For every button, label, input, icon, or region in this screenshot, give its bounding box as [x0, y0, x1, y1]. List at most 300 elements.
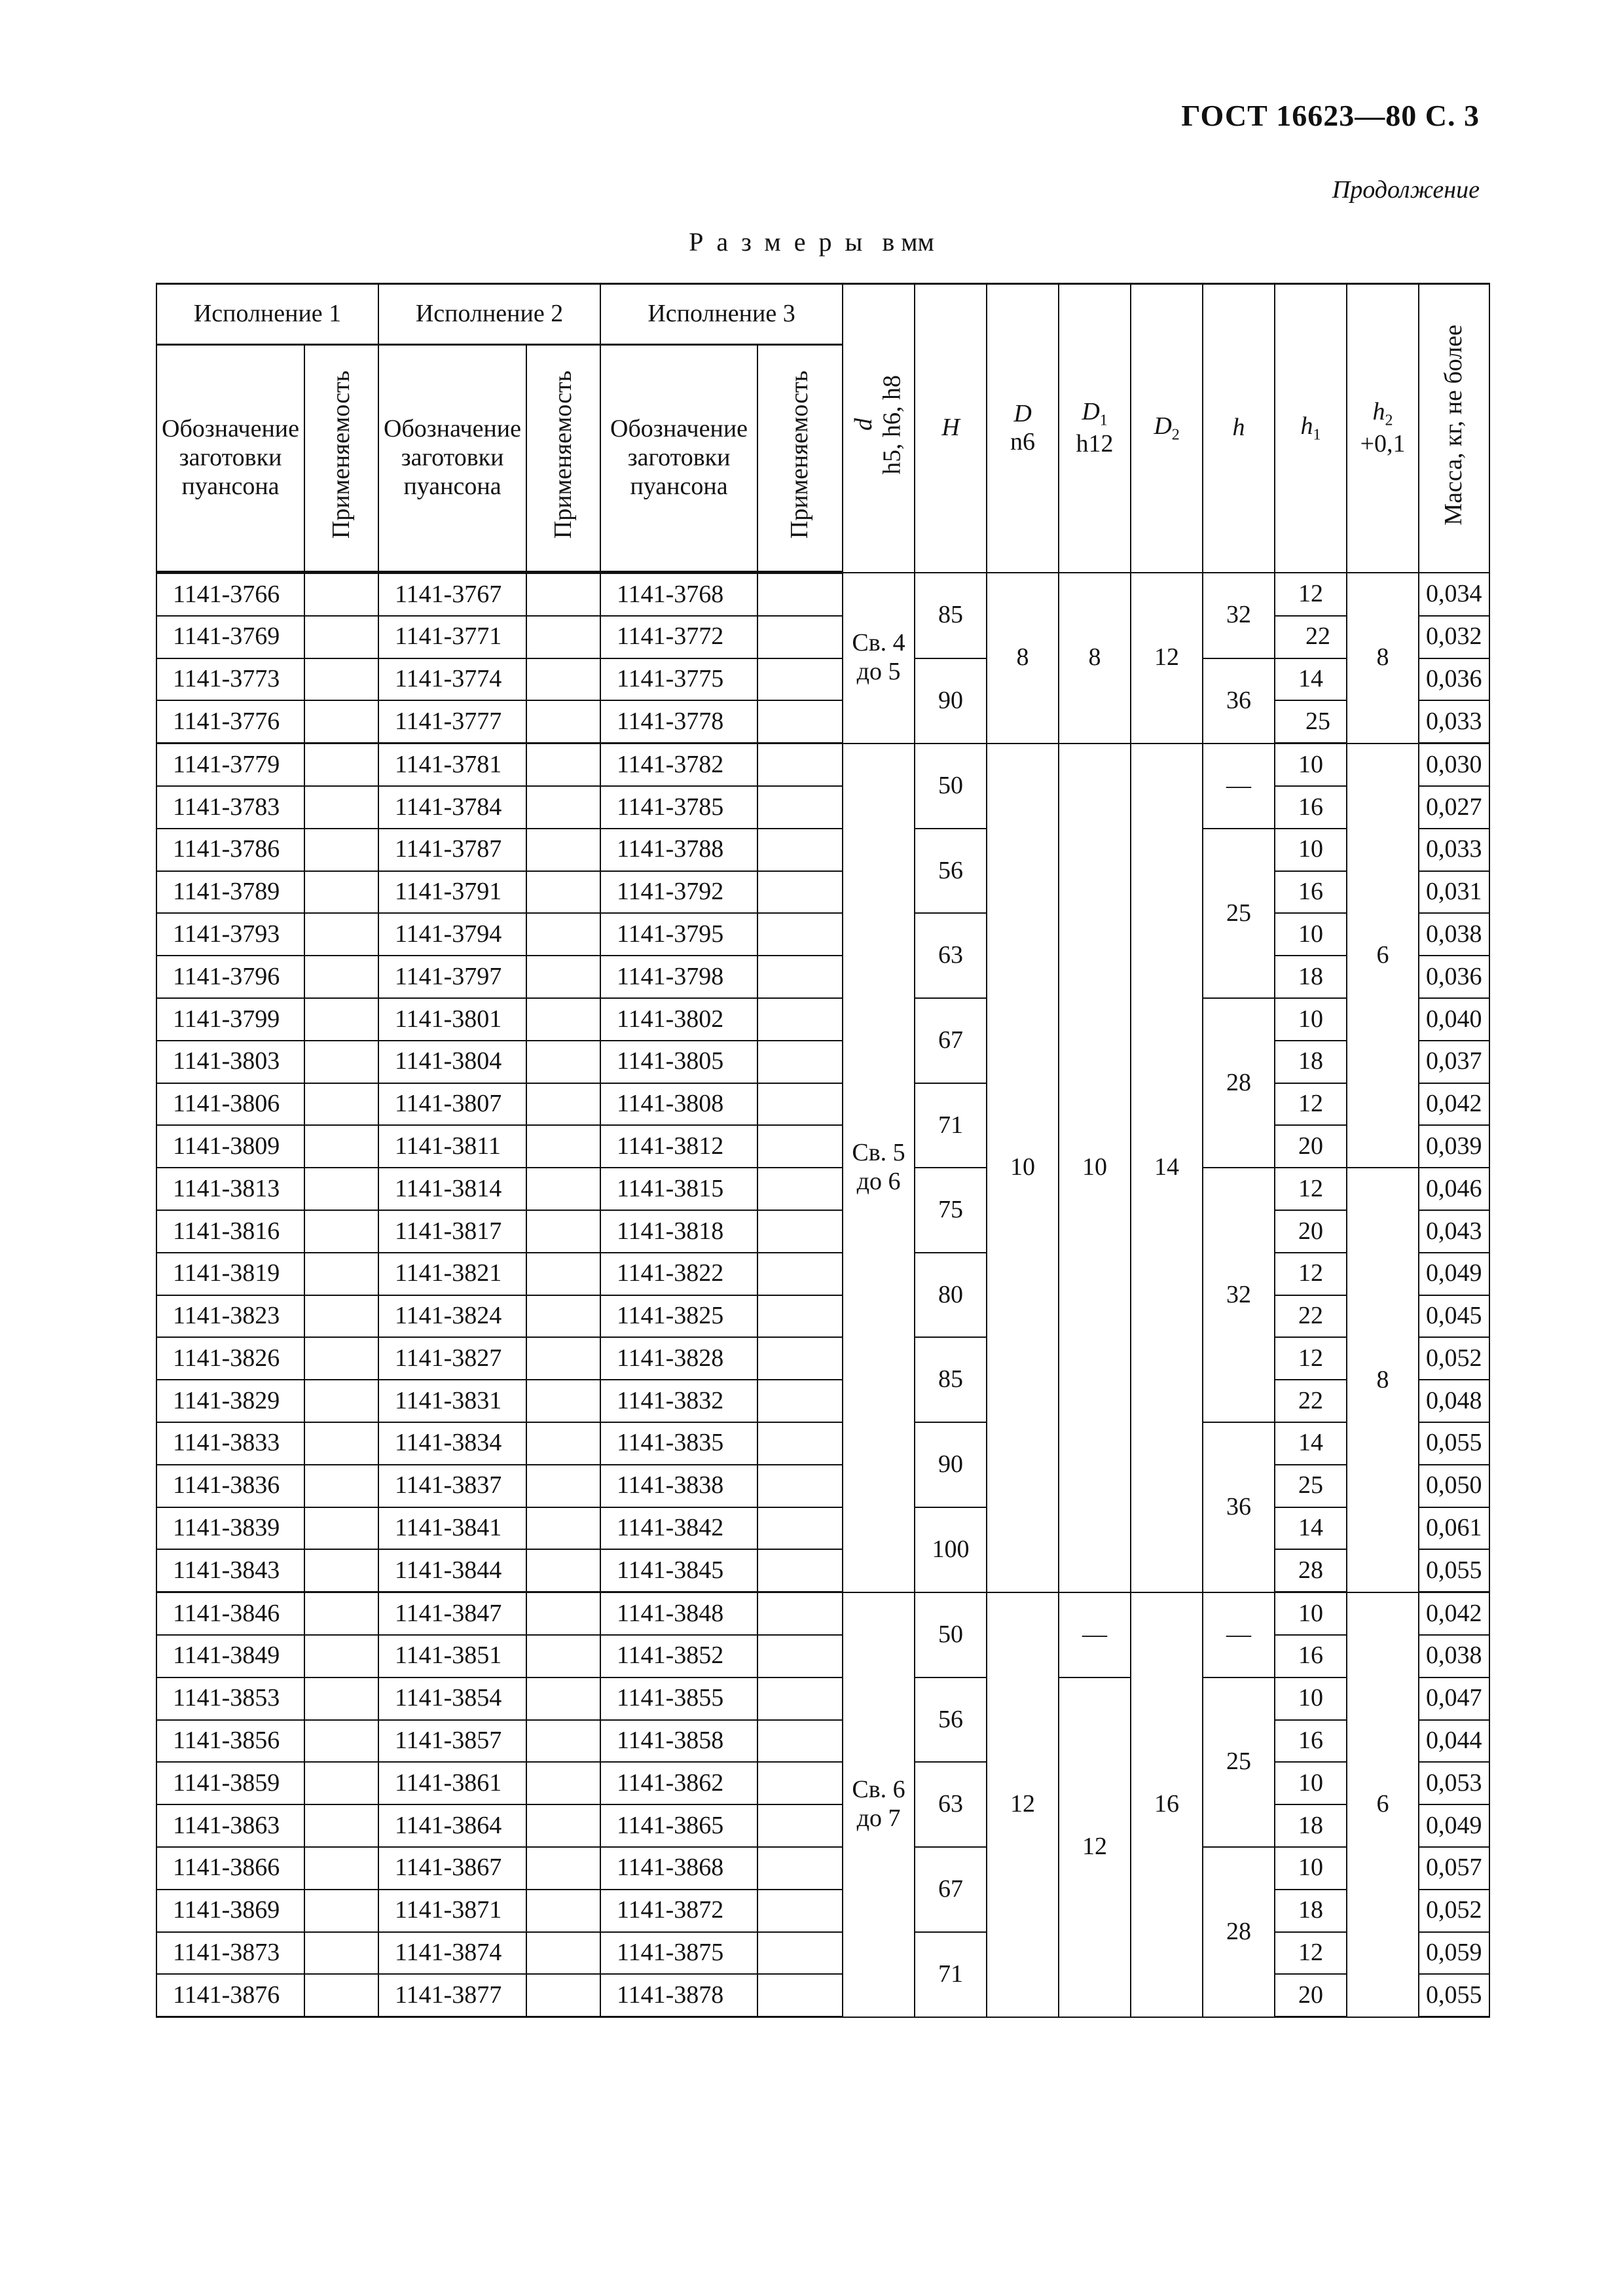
cell-h1: 18 — [1275, 1804, 1347, 1847]
cell-mass: 0,048 — [1419, 1380, 1489, 1422]
cell-mass: 0,055 — [1419, 1549, 1489, 1592]
applicability-ex3 — [757, 1804, 843, 1847]
designation-ex2: 1141-3784 — [378, 786, 526, 829]
applicability-ex1 — [304, 829, 378, 871]
designation-ex1: 1141-3796 — [156, 956, 304, 998]
table-row — [156, 1465, 1489, 1507]
table-row — [156, 1507, 1489, 1550]
cell-mass: 0,045 — [1419, 1295, 1489, 1338]
applicability-ex1 — [304, 1932, 378, 1975]
cell-h1: 10 — [1275, 1847, 1347, 1890]
designation-ex1: 1141-3779 — [156, 744, 304, 786]
applicability-ex1 — [304, 700, 378, 743]
designation-ex3: 1141-3795 — [600, 913, 757, 956]
designation-ex1: 1141-3793 — [156, 913, 304, 956]
applicability-ex3 — [757, 700, 843, 743]
cell-h1: 16 — [1275, 871, 1347, 914]
cell-mass: 0,037 — [1419, 1041, 1489, 1083]
caption-unit: в мм — [882, 227, 934, 257]
cell-mass: 0,055 — [1419, 1422, 1489, 1465]
cell-mass: 0,038 — [1419, 1635, 1489, 1677]
applicability-ex1 — [304, 1507, 378, 1550]
applicability-ex2 — [526, 1635, 600, 1677]
cell-mass: 0,053 — [1419, 1762, 1489, 1804]
designation-ex2: 1141-3844 — [378, 1549, 526, 1592]
table-row — [156, 1932, 1489, 1975]
cell-H: 100 — [915, 1507, 987, 1592]
cell-D2: 12 — [1131, 573, 1203, 744]
table-row — [156, 1804, 1489, 1847]
applicability-ex2 — [526, 956, 600, 998]
cell-H: 50 — [915, 744, 987, 829]
cell-H: 85 — [915, 573, 987, 658]
designation-ex2: 1141-3801 — [378, 998, 526, 1041]
designation-ex2: 1141-3837 — [378, 1465, 526, 1507]
table-row — [156, 1295, 1489, 1338]
designation-ex3: 1141-3775 — [600, 658, 757, 701]
applicability-ex2 — [526, 1974, 600, 2017]
designation-ex3: 1141-3852 — [600, 1635, 757, 1677]
applicability-ex3 — [757, 1890, 843, 1932]
applicability-ex3 — [757, 1168, 843, 1210]
cell-D1: — — [1059, 1592, 1131, 1677]
applicability-ex3 — [757, 1465, 843, 1507]
cell-mass: 0,059 — [1419, 1932, 1489, 1975]
applicability-ex2 — [526, 1890, 600, 1932]
designation-ex2: 1141-3871 — [378, 1890, 526, 1932]
cell-H: 75 — [915, 1168, 987, 1253]
cell-mass: 0,055 — [1419, 1974, 1489, 2017]
applicability-ex2 — [526, 829, 600, 871]
designation-ex1: 1141-3849 — [156, 1635, 304, 1677]
cell-h1: 22 — [1275, 1295, 1347, 1338]
designation-ex3: 1141-3878 — [600, 1974, 757, 2017]
table-caption — [0, 226, 1623, 257]
cell-h1: 16 — [1275, 786, 1347, 829]
cell-H: 90 — [915, 658, 987, 744]
cell-h: 28 — [1203, 998, 1275, 1168]
cell-h1: 10 — [1275, 913, 1347, 956]
applicability-ex1 — [304, 1337, 378, 1380]
applicability-ex1 — [304, 1380, 378, 1422]
cell-H: 56 — [915, 829, 987, 914]
designation-ex3: 1141-3805 — [600, 1041, 757, 1083]
designation-ex2: 1141-3817 — [378, 1210, 526, 1253]
applicability-ex3 — [757, 913, 843, 956]
cell-h1: 12 — [1275, 1168, 1347, 1210]
header-h1: $h_1$ — [1275, 284, 1347, 573]
cell-h1: 22 — [1275, 1380, 1347, 1422]
header-D1: $D_1$ h12 — [1059, 284, 1131, 573]
cell-h1: 12 — [1275, 1932, 1347, 1975]
applicability-ex3 — [757, 998, 843, 1041]
applicability-ex3 — [757, 1762, 843, 1804]
applicability-ex3 — [757, 573, 843, 616]
header-applicability-1: Применяемость — [304, 345, 378, 573]
designation-ex3: 1141-3842 — [600, 1507, 757, 1550]
designation-ex1: 1141-3853 — [156, 1677, 304, 1720]
header-d: d h5, h6, h8 — [843, 284, 915, 573]
cell-h1: 14 — [1275, 658, 1347, 701]
designation-ex2: 1141-3841 — [378, 1507, 526, 1550]
designation-ex3: 1141-3818 — [600, 1210, 757, 1253]
header-applicability-3: Применяемость — [757, 345, 843, 573]
applicability-ex1 — [304, 1974, 378, 2017]
cell-h2: 6 — [1347, 1592, 1419, 2017]
cell-mass: 0,039 — [1419, 1125, 1489, 1168]
designation-ex3: 1141-3828 — [600, 1337, 757, 1380]
applicability-ex2 — [526, 913, 600, 956]
designation-ex1: 1141-3833 — [156, 1422, 304, 1465]
header-D: D n6 — [987, 284, 1059, 573]
applicability-ex2 — [526, 1168, 600, 1210]
table-row — [156, 956, 1489, 998]
cell-H: 71 — [915, 1083, 987, 1168]
cell-D1: 10 — [1059, 744, 1131, 1592]
applicability-ex2 — [526, 1337, 600, 1380]
designation-ex2: 1141-3847 — [378, 1592, 526, 1635]
designation-ex1: 1141-3813 — [156, 1168, 304, 1210]
applicability-ex3 — [757, 1210, 843, 1253]
designation-ex1: 1141-3856 — [156, 1720, 304, 1763]
designation-ex2: 1141-3834 — [378, 1422, 526, 1465]
cell-h1: 10 — [1275, 1762, 1347, 1804]
designation-ex1: 1141-3836 — [156, 1465, 304, 1507]
applicability-ex2 — [526, 1677, 600, 1720]
cell-mass: 0,036 — [1419, 956, 1489, 998]
cell-h: 36 — [1203, 1422, 1275, 1592]
cell-h1: 18 — [1275, 1890, 1347, 1932]
table-row — [156, 1635, 1489, 1677]
cell-h1: 14 — [1275, 1507, 1347, 1550]
cell-mass: 0,043 — [1419, 1210, 1489, 1253]
cell-mass: 0,049 — [1419, 1804, 1489, 1847]
applicability-ex1 — [304, 1847, 378, 1890]
designation-ex1: 1141-3789 — [156, 871, 304, 914]
table-row — [156, 1168, 1489, 1210]
cell-mass: 0,033 — [1419, 700, 1489, 743]
cell-H: 63 — [915, 913, 987, 998]
applicability-ex3 — [757, 1125, 843, 1168]
table-row — [156, 1210, 1489, 1253]
applicability-ex3 — [757, 1253, 843, 1295]
applicability-ex1 — [304, 913, 378, 956]
designation-ex2: 1141-3864 — [378, 1804, 526, 1847]
header-execution-1: Исполнение 1 — [156, 284, 378, 345]
applicability-ex1 — [304, 871, 378, 914]
cell-h1: 12 — [1275, 1253, 1347, 1295]
designation-ex3: 1141-3802 — [600, 998, 757, 1041]
cell-h2: 6 — [1347, 744, 1419, 1168]
table-row — [156, 1592, 1489, 1635]
cell-h1: 25 — [1275, 700, 1347, 743]
applicability-ex3 — [757, 786, 843, 829]
applicability-ex3 — [757, 1041, 843, 1083]
header-designation-2: Обозначение заготовки пуансона — [378, 345, 526, 573]
table-row — [156, 998, 1489, 1041]
cell-mass: 0,057 — [1419, 1847, 1489, 1890]
applicability-ex1 — [304, 1422, 378, 1465]
designation-ex2: 1141-3774 — [378, 658, 526, 701]
table-row — [156, 1083, 1489, 1126]
cell-D: 10 — [987, 744, 1059, 1592]
applicability-ex2 — [526, 1083, 600, 1126]
cell-mass: 0,027 — [1419, 786, 1489, 829]
designation-ex3: 1141-3788 — [600, 829, 757, 871]
designation-ex1: 1141-3773 — [156, 658, 304, 701]
header-execution-2: Исполнение 2 — [378, 284, 600, 345]
designation-ex3: 1141-3792 — [600, 871, 757, 914]
applicability-ex2 — [526, 998, 600, 1041]
applicability-ex1 — [304, 1083, 378, 1126]
designation-ex2: 1141-3781 — [378, 744, 526, 786]
cell-h: 28 — [1203, 1847, 1275, 2017]
designation-ex3: 1141-3845 — [600, 1549, 757, 1592]
designation-ex1: 1141-3829 — [156, 1380, 304, 1422]
caption-dimensions: Размеры — [689, 227, 876, 257]
applicability-ex3 — [757, 1295, 843, 1338]
cell-mass: 0,042 — [1419, 1083, 1489, 1126]
cell-mass: 0,047 — [1419, 1677, 1489, 1720]
applicability-ex3 — [757, 1720, 843, 1763]
cell-H: 50 — [915, 1592, 987, 1677]
cell-d: Св. 6 до 7 — [843, 1592, 915, 2017]
applicability-ex3 — [757, 1677, 843, 1720]
applicability-ex1 — [304, 744, 378, 786]
applicability-ex1 — [304, 658, 378, 701]
cell-mass: 0,049 — [1419, 1253, 1489, 1295]
header-h: h — [1203, 284, 1275, 573]
designation-ex2: 1141-3787 — [378, 829, 526, 871]
applicability-ex3 — [757, 1549, 843, 1592]
applicability-ex1 — [304, 1041, 378, 1083]
designation-ex1: 1141-3803 — [156, 1041, 304, 1083]
applicability-ex1 — [304, 1720, 378, 1763]
cell-mass: 0,036 — [1419, 658, 1489, 701]
applicability-ex3 — [757, 1083, 843, 1126]
cell-h1: 10 — [1275, 998, 1347, 1041]
table-row — [156, 744, 1489, 786]
applicability-ex3 — [757, 1422, 843, 1465]
designation-ex1: 1141-3873 — [156, 1932, 304, 1975]
designation-ex3: 1141-3868 — [600, 1847, 757, 1890]
applicability-ex2 — [526, 1932, 600, 1975]
applicability-ex1 — [304, 1295, 378, 1338]
cell-D2: 16 — [1131, 1592, 1203, 2017]
table-row — [156, 1762, 1489, 1804]
cell-d: Св. 4 до 5 — [843, 573, 915, 744]
designation-ex3: 1141-3872 — [600, 1890, 757, 1932]
designation-ex2: 1141-3857 — [378, 1720, 526, 1763]
designation-ex2: 1141-3867 — [378, 1847, 526, 1890]
cell-D1: 8 — [1059, 573, 1131, 744]
cell-mass: 0,030 — [1419, 744, 1489, 786]
applicability-ex3 — [757, 744, 843, 786]
cell-mass: 0,032 — [1419, 616, 1489, 658]
cell-mass: 0,042 — [1419, 1592, 1489, 1635]
applicability-ex2 — [526, 1125, 600, 1168]
cell-D: 8 — [987, 573, 1059, 744]
designation-ex1: 1141-3876 — [156, 1974, 304, 2017]
cell-h: — — [1203, 1592, 1275, 1677]
cell-h: — — [1203, 744, 1275, 829]
designation-ex1: 1141-3866 — [156, 1847, 304, 1890]
applicability-ex1 — [304, 573, 378, 616]
applicability-ex1 — [304, 1804, 378, 1847]
applicability-ex2 — [526, 1720, 600, 1763]
cell-h: 25 — [1203, 1677, 1275, 1847]
cell-H: 63 — [915, 1762, 987, 1847]
designation-ex1: 1141-3769 — [156, 616, 304, 658]
cell-mass: 0,046 — [1419, 1168, 1489, 1210]
applicability-ex2 — [526, 1762, 600, 1804]
designation-ex3: 1141-3785 — [600, 786, 757, 829]
applicability-ex1 — [304, 1253, 378, 1295]
applicability-ex3 — [757, 1974, 843, 2017]
designation-ex1: 1141-3816 — [156, 1210, 304, 1253]
designation-ex2: 1141-3777 — [378, 700, 526, 743]
applicability-ex2 — [526, 1295, 600, 1338]
designation-ex3: 1141-3822 — [600, 1253, 757, 1295]
dimensions-table — [156, 283, 1490, 2018]
header-mass: Масса, кг, не более — [1419, 284, 1489, 573]
designation-ex2: 1141-3824 — [378, 1295, 526, 1338]
designation-ex1: 1141-3786 — [156, 829, 304, 871]
designation-ex1: 1141-3819 — [156, 1253, 304, 1295]
designation-ex1: 1141-3806 — [156, 1083, 304, 1126]
designation-ex2: 1141-3814 — [378, 1168, 526, 1210]
applicability-ex1 — [304, 1635, 378, 1677]
applicability-ex1 — [304, 1592, 378, 1635]
cell-h2: 8 — [1347, 1168, 1419, 1592]
applicability-ex1 — [304, 786, 378, 829]
cell-h: 32 — [1203, 573, 1275, 658]
header-designation-3: Обозначение заготовки пуансона — [600, 345, 757, 573]
applicability-ex1 — [304, 1210, 378, 1253]
header-h2: $h_2$ +0,1 — [1347, 284, 1419, 573]
cell-H: 67 — [915, 1847, 987, 1932]
applicability-ex3 — [757, 829, 843, 871]
cell-mass: 0,052 — [1419, 1890, 1489, 1932]
applicability-ex2 — [526, 786, 600, 829]
designation-ex2: 1141-3877 — [378, 1974, 526, 2017]
designation-ex3: 1141-3825 — [600, 1295, 757, 1338]
header-H: H — [915, 284, 987, 573]
cell-h: 36 — [1203, 658, 1275, 744]
designation-ex2: 1141-3797 — [378, 956, 526, 998]
designation-ex2: 1141-3861 — [378, 1762, 526, 1804]
cell-h: 32 — [1203, 1168, 1275, 1422]
applicability-ex3 — [757, 1592, 843, 1635]
designation-ex1: 1141-3839 — [156, 1507, 304, 1550]
applicability-ex3 — [757, 1932, 843, 1975]
table-row — [156, 871, 1489, 914]
applicability-ex1 — [304, 616, 378, 658]
designation-ex1: 1141-3869 — [156, 1890, 304, 1932]
designation-ex1: 1141-3783 — [156, 786, 304, 829]
cell-h1: 16 — [1275, 1720, 1347, 1763]
applicability-ex2 — [526, 1847, 600, 1890]
applicability-ex1 — [304, 956, 378, 998]
designation-ex1: 1141-3766 — [156, 573, 304, 616]
table-row — [156, 829, 1489, 871]
designation-ex3: 1141-3782 — [600, 744, 757, 786]
applicability-ex2 — [526, 1253, 600, 1295]
applicability-ex2 — [526, 616, 600, 658]
cell-mass: 0,033 — [1419, 829, 1489, 871]
cell-mass: 0,038 — [1419, 913, 1489, 956]
table-row — [156, 1549, 1489, 1592]
designation-ex2: 1141-3827 — [378, 1337, 526, 1380]
header-execution-3: Исполнение 3 — [600, 284, 843, 345]
cell-H: 90 — [915, 1422, 987, 1507]
cell-h1: 10 — [1275, 1677, 1347, 1720]
designation-ex3: 1141-3815 — [600, 1168, 757, 1210]
designation-ex1: 1141-3863 — [156, 1804, 304, 1847]
designation-ex2: 1141-3851 — [378, 1635, 526, 1677]
table-body — [156, 573, 1489, 2017]
table-row — [156, 1380, 1489, 1422]
cell-D1: 12 — [1059, 1677, 1131, 2017]
designation-ex3: 1141-3832 — [600, 1380, 757, 1422]
designation-ex2: 1141-3771 — [378, 616, 526, 658]
designation-ex3: 1141-3778 — [600, 700, 757, 743]
applicability-ex1 — [304, 998, 378, 1041]
cell-h1: 10 — [1275, 829, 1347, 871]
cell-H: 71 — [915, 1932, 987, 2017]
table-row — [156, 1974, 1489, 2017]
designation-ex1: 1141-3843 — [156, 1549, 304, 1592]
table-row — [156, 700, 1489, 743]
applicability-ex1 — [304, 1465, 378, 1507]
applicability-ex3 — [757, 616, 843, 658]
header-D2: $D_2$ — [1131, 284, 1203, 573]
header-applicability-2: Применяемость — [526, 345, 600, 573]
designation-ex1: 1141-3776 — [156, 700, 304, 743]
table-row — [156, 658, 1489, 701]
cell-h1: 18 — [1275, 1041, 1347, 1083]
table-row — [156, 786, 1489, 829]
applicability-ex2 — [526, 573, 600, 616]
cell-d: Св. 5 до 6 — [843, 744, 915, 1592]
applicability-ex2 — [526, 871, 600, 914]
applicability-ex2 — [526, 1804, 600, 1847]
cell-h1: 28 — [1275, 1549, 1347, 1592]
applicability-ex1 — [304, 1549, 378, 1592]
table-row — [156, 1847, 1489, 1890]
applicability-ex1 — [304, 1762, 378, 1804]
cell-mass: 0,034 — [1419, 573, 1489, 616]
cell-h1: 14 — [1275, 1422, 1347, 1465]
cell-H: 80 — [915, 1253, 987, 1338]
cell-h1: 20 — [1275, 1974, 1347, 2017]
table-row — [156, 1041, 1489, 1083]
designation-ex3: 1141-3865 — [600, 1804, 757, 1847]
designation-ex1: 1141-3859 — [156, 1762, 304, 1804]
cell-H: 67 — [915, 998, 987, 1083]
designation-ex3: 1141-3858 — [600, 1720, 757, 1763]
table-row — [156, 1677, 1489, 1720]
applicability-ex3 — [757, 956, 843, 998]
applicability-ex3 — [757, 1380, 843, 1422]
designation-ex3: 1141-3812 — [600, 1125, 757, 1168]
designation-ex2: 1141-3811 — [378, 1125, 526, 1168]
continuation-label: Продолжение — [1332, 176, 1480, 204]
table-row — [156, 1890, 1489, 1932]
designation-ex2: 1141-3794 — [378, 913, 526, 956]
cell-h1: 10 — [1275, 1592, 1347, 1635]
applicability-ex3 — [757, 1507, 843, 1550]
